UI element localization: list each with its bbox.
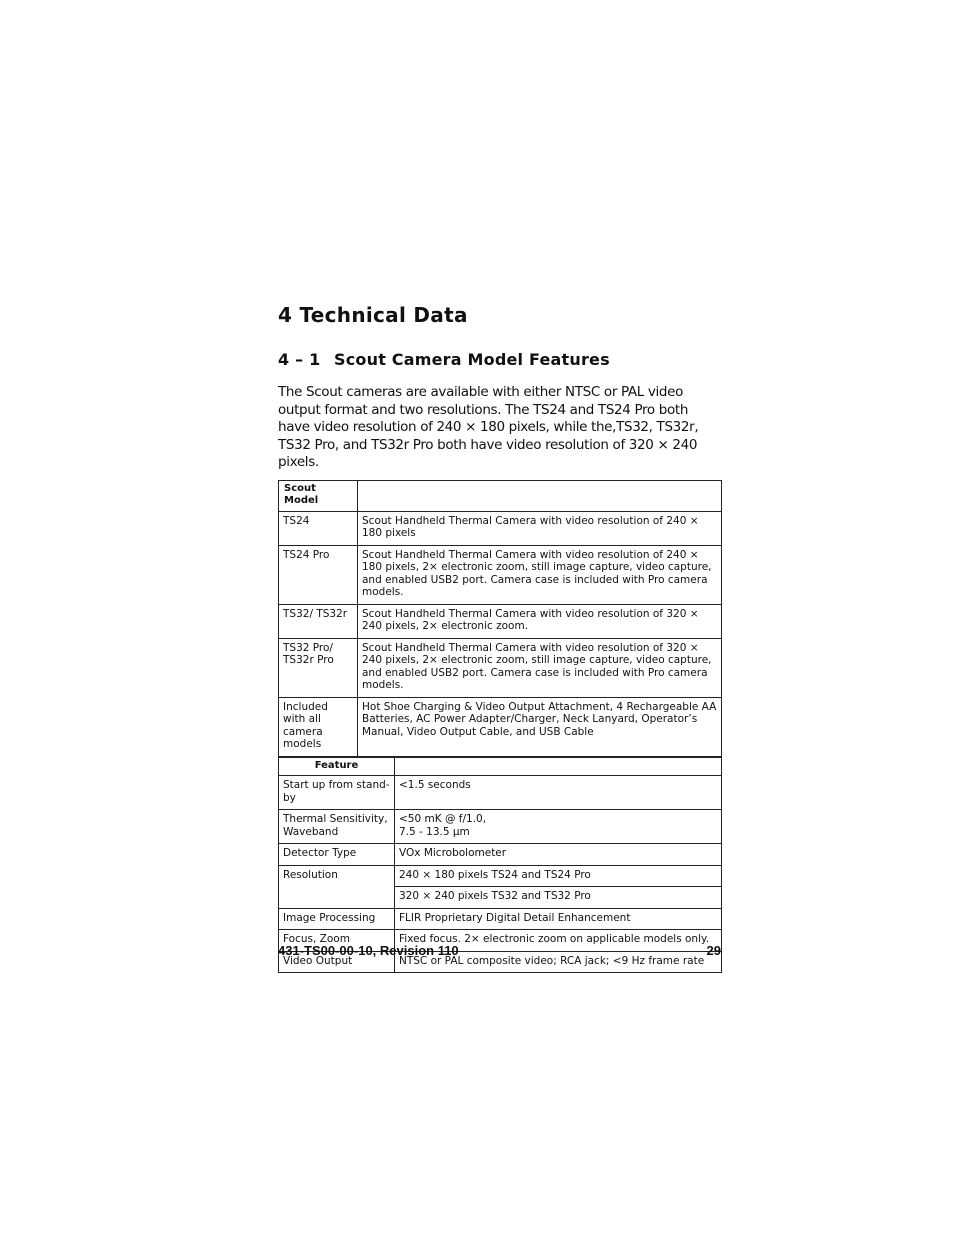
model-name: TS32 Pro/ TS32r Pro	[279, 638, 358, 697]
feature-value: VOx Microbolometer	[395, 844, 722, 866]
model-description: Hot Shoe Charging & Video Output Attachment, 4 Rechargeable AA Batteries, AC Power Adapter/Charger, Neck Lanyard, Operator’s Manual, Video Output Cable, and USB Cable	[358, 697, 722, 756]
feature-name: Resolution	[279, 865, 395, 908]
model-name: TS24	[279, 511, 358, 545]
chapter-title: 4 Technical Data	[278, 303, 468, 327]
feature-name: Video Output	[279, 951, 395, 973]
feature-value-line: 7.5 - 13.5 μm	[399, 825, 470, 838]
feature-value: <1.5 seconds	[395, 776, 722, 810]
model-description: Scout Handheld Thermal Camera with video resolution of 320 × 240 pixels, 2× electronic zoom.	[358, 604, 722, 638]
feature-name: Thermal Sensitivity, Waveband	[279, 810, 395, 844]
feature-name: Focus, Zoom	[279, 930, 395, 952]
section-number: 4 – 1	[278, 350, 321, 369]
table-row	[279, 638, 722, 697]
section-title: Scout Camera Model Features	[334, 350, 610, 369]
column-header-description	[358, 480, 722, 511]
page-content	[278, 300, 721, 973]
model-description: Scout Handheld Thermal Camera with video resolution of 240 × 180 pixels, 2× electronic zoom, still image capture, video capture, and enabled USB2 port. Camera case is included with Pro camera models.	[358, 545, 722, 604]
feature-value: Fixed focus. 2× electronic zoom on applicable models only.	[395, 930, 722, 952]
column-header-feature: Feature	[279, 757, 395, 776]
table-row	[279, 908, 722, 930]
feature-name: Detector Type	[279, 844, 395, 866]
page-footer	[278, 943, 721, 958]
table-header-row	[279, 480, 722, 511]
table-row	[279, 697, 722, 756]
table-row	[279, 545, 722, 604]
table-row	[279, 776, 722, 810]
feature-value: 320 × 240 pixels TS32 and TS32 Pro	[395, 887, 722, 909]
feature-value	[395, 810, 722, 844]
table-row	[279, 511, 722, 545]
feature-name: Start up from stand-by	[279, 776, 395, 810]
feature-value: 240 × 180 pixels TS24 and TS24 Pro	[395, 865, 722, 887]
model-description: Scout Handheld Thermal Camera with video resolution of 320 × 240 pixels, 2× electronic zoom, still image capture, video capture, and enabled USB2 port. Camera case is included with Pro camera models.	[358, 638, 722, 697]
feature-name: Image Processing	[279, 908, 395, 930]
table-row	[279, 844, 722, 866]
model-name: TS24 Pro	[279, 545, 358, 604]
table-row	[279, 810, 722, 844]
model-name: TS32/ TS32r	[279, 604, 358, 638]
column-header-scout-model: Scout Model	[279, 480, 358, 511]
table-row	[279, 604, 722, 638]
feature-value: NTSC or PAL composite video; RCA jack; <9 Hz frame rate	[395, 951, 722, 973]
page-number: 29	[706, 943, 721, 958]
feature-value-line: <50 mK @ f/1.0,	[399, 813, 487, 825]
features-table	[278, 757, 722, 974]
model-name: Included with all camera models	[279, 697, 358, 756]
column-header-value	[395, 757, 722, 776]
models-table	[278, 480, 722, 757]
feature-value: FLIR Proprietary Digital Detail Enhancement	[395, 908, 722, 930]
section-heading	[278, 347, 721, 373]
table-row	[279, 865, 722, 887]
intro-paragraph: The Scout cameras are available with either NTSC or PAL video output format and two resolutions. The TS24 and TS24 Pro both have video resolution of 240 × 180 pixels, while the,TS32, TS32r, TS32 Pro, and TS32r Pro both have video resolution of 320 × 240 pixels.	[278, 384, 699, 470]
model-description: Scout Handheld Thermal Camera with video resolution of 240 × 180 pixels	[358, 511, 722, 545]
table-header-row	[279, 757, 722, 776]
document-id: 431-TS00-00-10, Revision 110	[278, 943, 459, 958]
